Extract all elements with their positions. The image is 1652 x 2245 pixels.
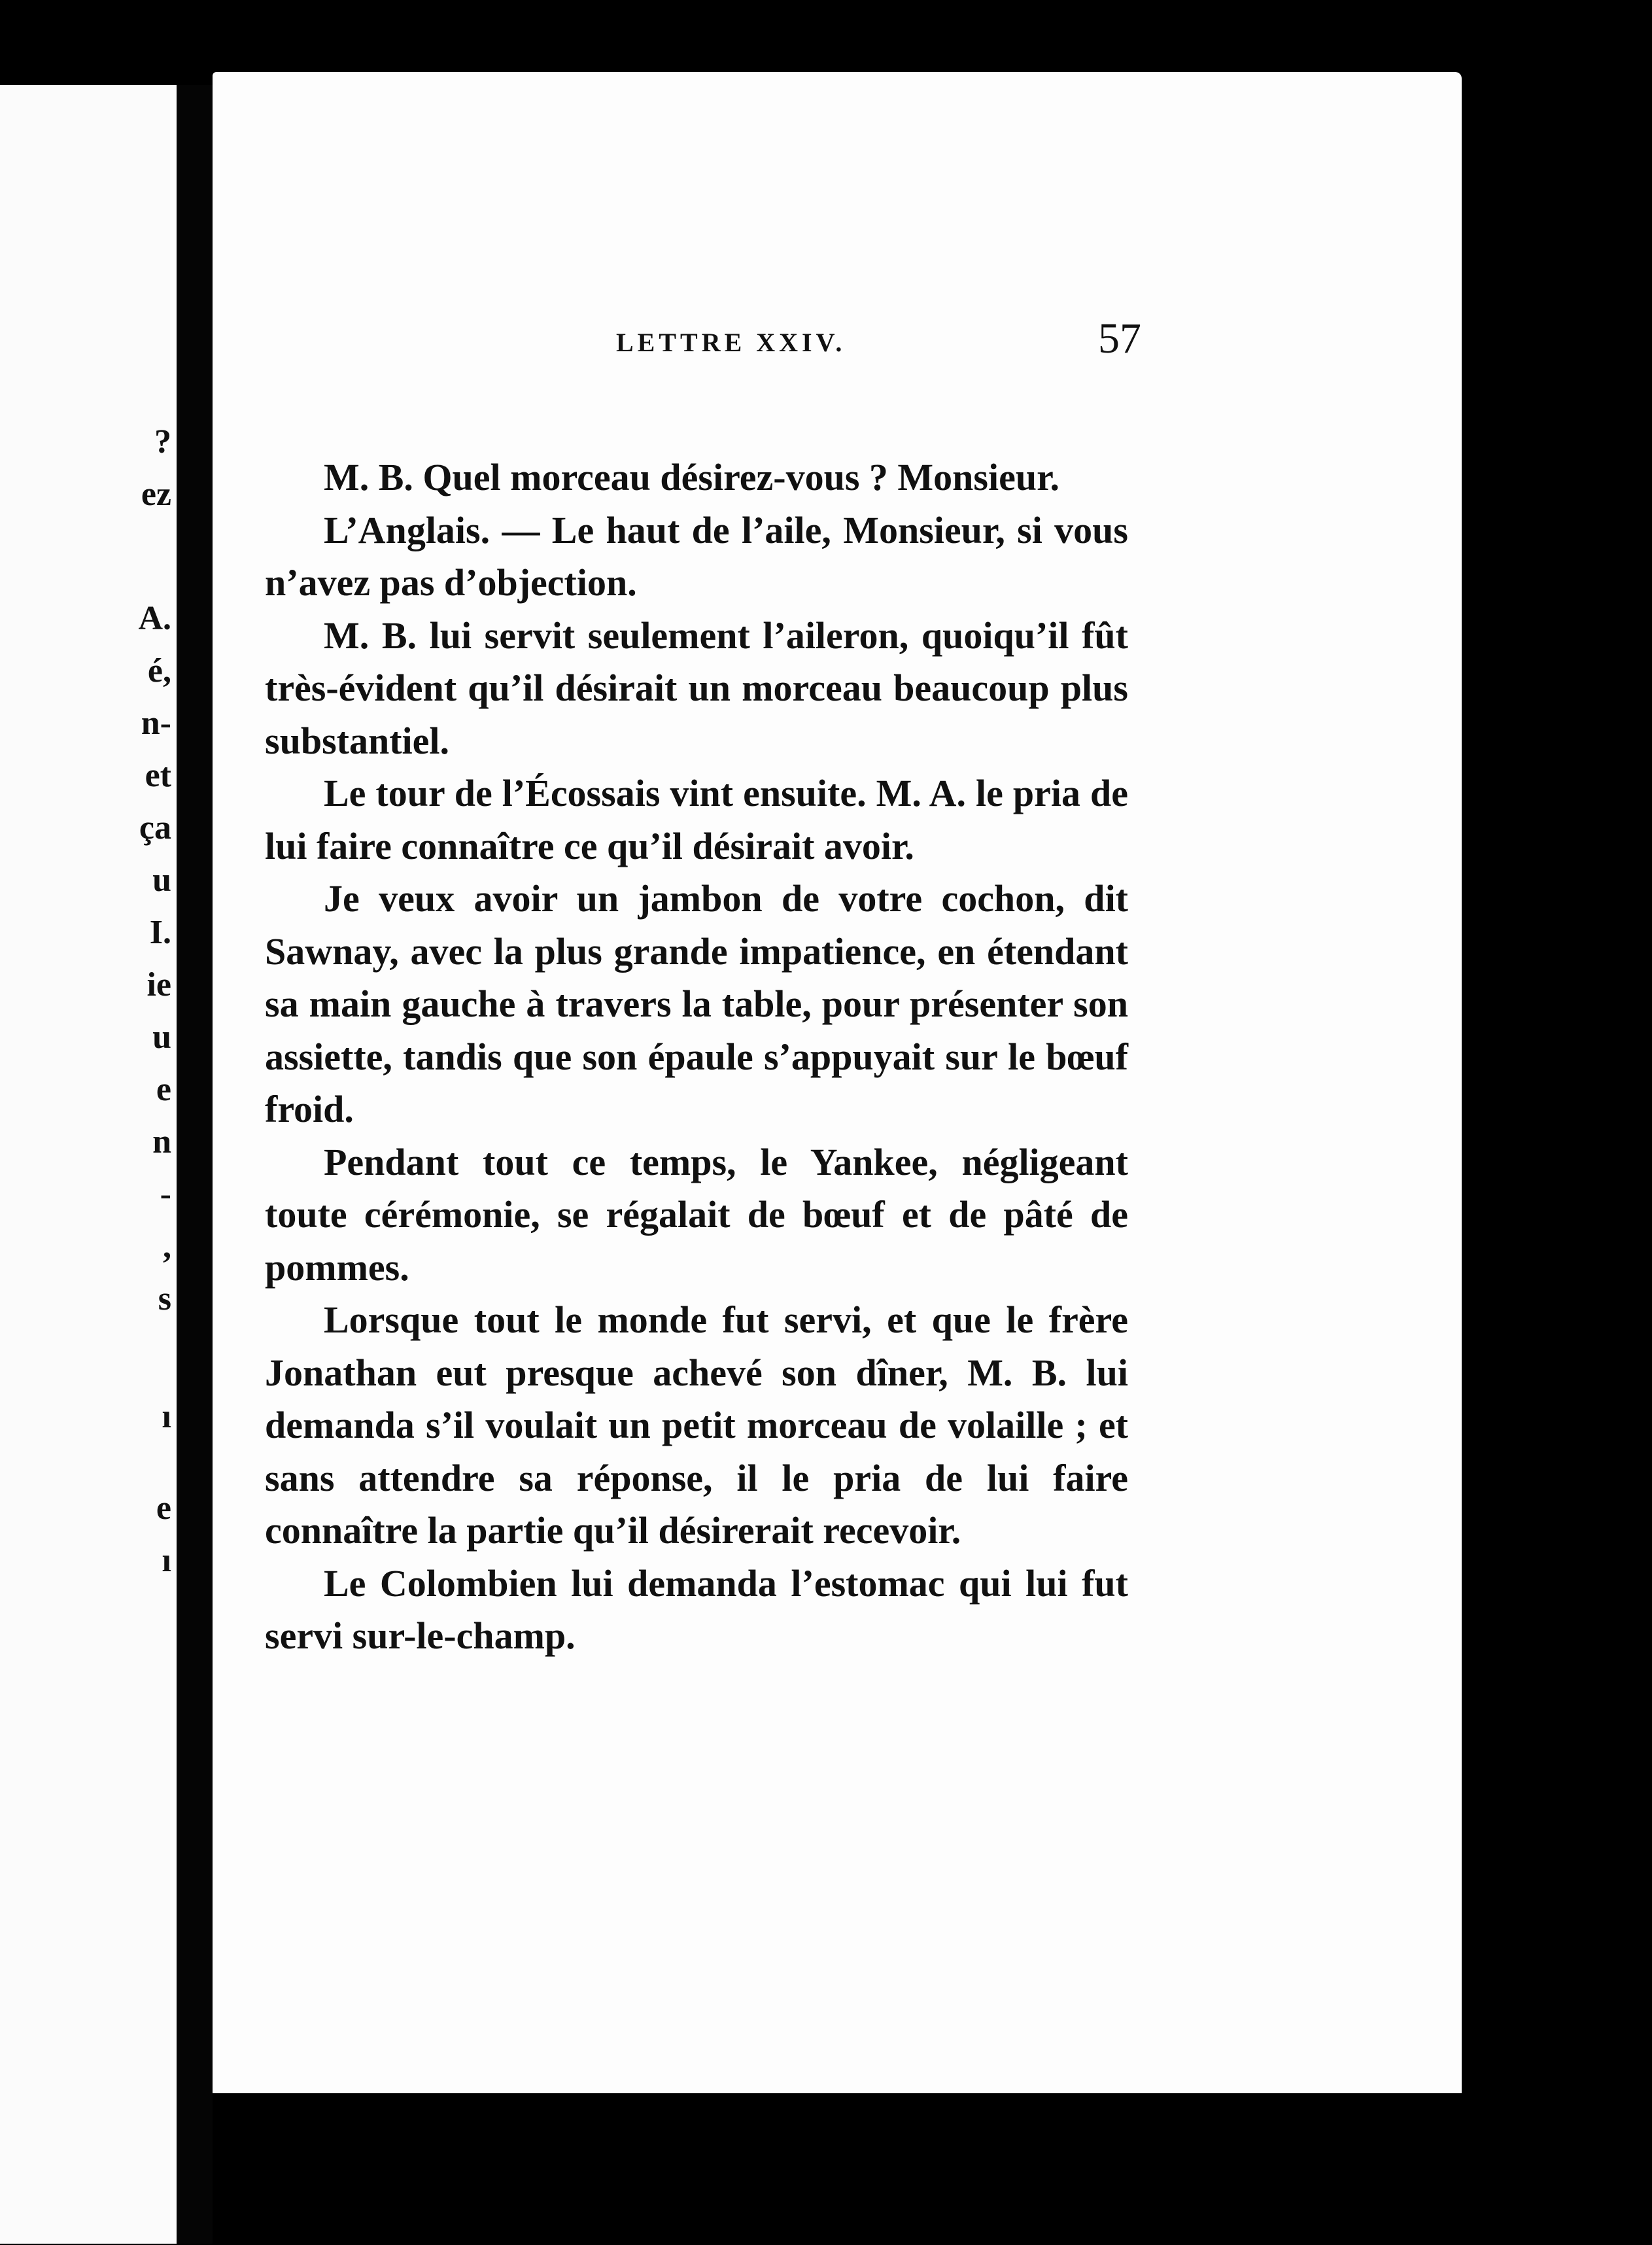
left-page-fragment: e — [156, 1071, 171, 1108]
left-page-fragment: u — [152, 861, 171, 899]
left-page-fragment: n — [152, 1123, 171, 1160]
left-page-fragment: s — [158, 1280, 171, 1317]
paragraph: M. B. lui servit seulement l’aileron, quoiqu’il fût très-évident qu’il désirait un morceau beaucoup plus substantiel. — [265, 614, 1128, 762]
left-page-fragment: - — [160, 1175, 171, 1213]
paragraph: Le Colombien lui demanda l’estomac qui lui fut servi sur-le-champ. — [265, 1561, 1128, 1657]
page-number: 57 — [1098, 315, 1141, 362]
left-page-fragment: ça — [139, 809, 171, 846]
paragraph: Pendant tout ce temps, le Yankee, négligeant toute cérémonie, se régalait de bœuf et de pâté de pommes. — [265, 1140, 1128, 1289]
left-page-fragment: , — [163, 1228, 171, 1265]
left-page-fragment: A. — [138, 600, 171, 637]
book-spine-shadow — [177, 85, 213, 2244]
left-facing-page-edge — [0, 85, 179, 2244]
paragraph: Je veux avoir un jambon de votre cochon, dit Sawnay, avec la plus grande impatience, en étendant sa main gauche à travers la table, pour présenter son assiette, tandis que son épaule s’appuyait sur le bœuf froid. — [265, 877, 1128, 1130]
left-page-fragment: I. — [149, 914, 171, 951]
body-text — [265, 451, 1128, 1663]
left-page-fragment: et — [145, 757, 171, 794]
left-page-fragment: e — [156, 1489, 171, 1527]
left-page-fragment: u — [152, 1018, 171, 1056]
page-header — [402, 314, 1141, 373]
left-page-fragment: ? — [154, 423, 171, 461]
left-page-fragment: ı — [162, 1542, 171, 1579]
left-page-fragment: ı — [162, 1398, 171, 1435]
running-title: LETTRE XXIV. — [616, 328, 846, 357]
scan-speckle — [1516, 2041, 1524, 2049]
paragraph: Le tour de l’Écossais vint ensuite. M. A. le pria de lui faire connaître ce qu’il désirait avoir. — [265, 772, 1128, 867]
left-page-fragment: ie — [146, 966, 171, 1003]
paragraph: L’Anglais. — Le haut de l’aile, Monsieur, si vous n’avez pas d’objection. — [265, 508, 1128, 604]
left-page-fragment: é, — [147, 652, 171, 689]
paragraph: Lorsque tout le monde fut servi, et que le frère Jonathan eut presque achevé son dîner, M. B. lui demanda s’il voulait un petit morceau de volaille ; et sans attendre sa réponse, il le pria de lui faire connaître la partie qu’il désirerait recevoir. — [265, 1298, 1128, 1552]
scan-speckle — [1530, 2028, 1541, 2038]
left-page-fragment: ez — [141, 476, 171, 513]
paragraph: M. B. Quel morceau désirez-vous ? Monsieur. — [324, 456, 1060, 498]
left-page-fragment: n- — [141, 705, 171, 742]
scan-speckle — [1504, 2008, 1519, 2023]
